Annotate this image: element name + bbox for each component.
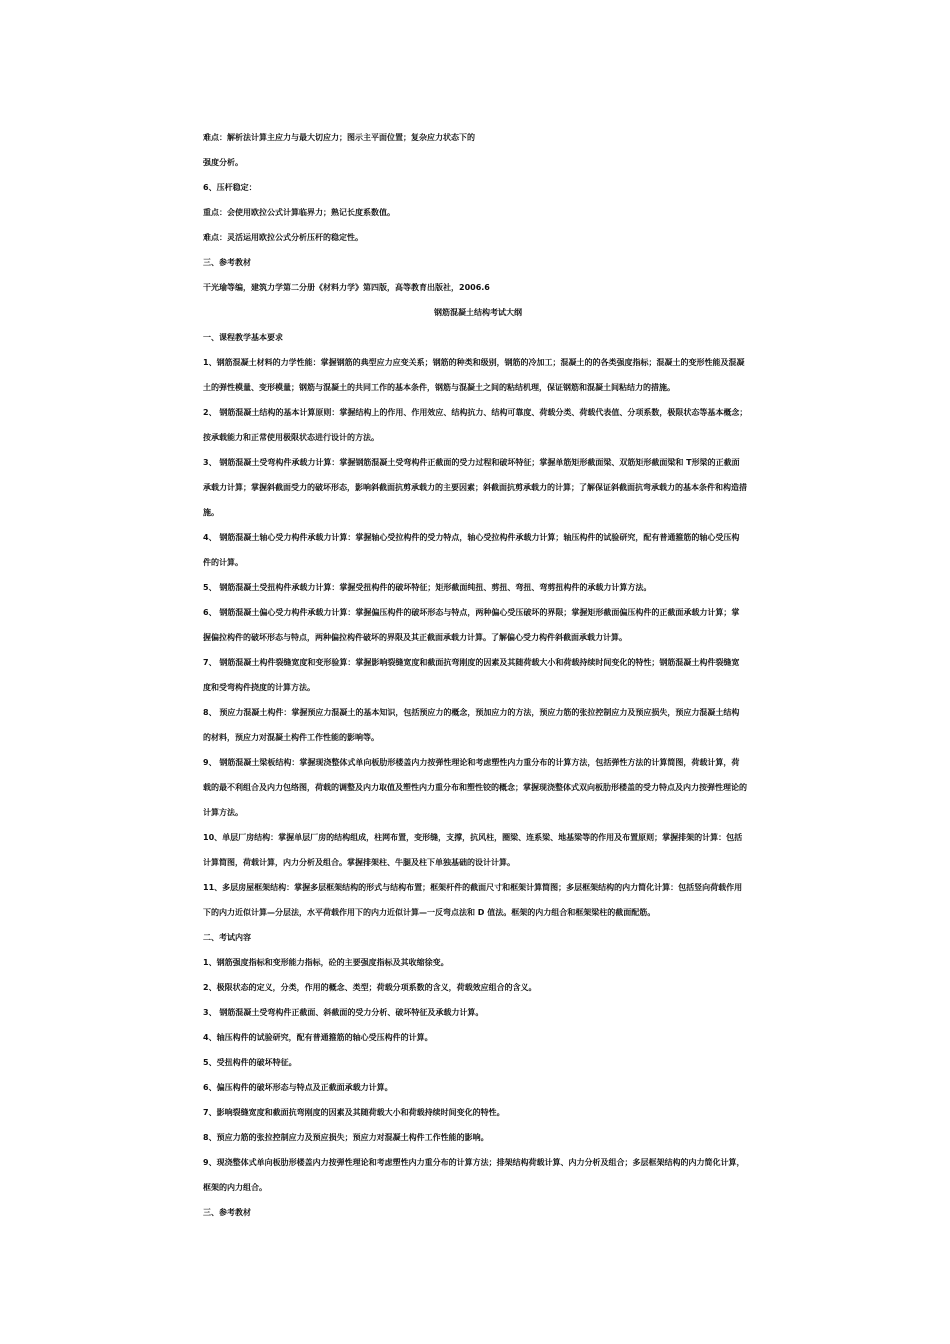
text-line: 8、预应力筋的张拉控制应力及预应损失；预应力对混凝土构件工作性能的影响。: [203, 1133, 489, 1142]
text-line: 按承载能力和正常使用极限状态进行设计的方法。: [203, 433, 379, 442]
text-line: 计算简图，荷载计算，内力分析及组合。掌握排架柱、牛腿及柱下单独基础的设计计算。: [203, 858, 515, 867]
text-line: 9、 钢筋混凝土梁板结构：掌握现浇整体式单向板肋形楼盖内力按弹性理论和考虑塑性内力重分布的计算方法，包括弹性方法的计算简图，荷载计算，荷: [203, 758, 740, 767]
text-line: 土的弹性模量、变形模量；钢筋与混凝土的共同工作的基本条件，钢筋与混凝土之间的粘结机理，保证钢筋和混凝土间粘结力的措施。: [203, 383, 675, 392]
text-line: 11、多层房屋框架结构：掌握多层框架结构的形式与结构布置；框架杆件的截面尺寸和框架计算简图；多层框架结构的内力简化计算：包括竖向荷载作用: [203, 883, 743, 892]
text-line: 1、钢筋混凝土材料的力学性能：掌握钢筋的典型应力应变关系；钢筋的种类和级别，钢筋的冷加工；混凝土的的各类强度指标；混凝土的变形性能及混凝: [203, 358, 745, 367]
section-heading: 三、参考教材: [203, 258, 251, 267]
text-line: 2、 钢筋混凝土结构的基本计算原则：掌握结构上的作用、作用效应、结构抗力、结构可靠度、荷载分类、荷载代表值、分项系数，极限状态等基本概念；: [203, 408, 748, 417]
text-line: 承载力计算；掌握斜截面受力的破坏形态，影响斜截面抗剪承载力的主要因素；斜截面抗剪承载力的计算；了解保证斜截面抗弯承载力的基本条件和构造措: [203, 483, 747, 492]
text-line: 1、钢筋强度指标和变形能力指标，砼的主要强度指标及其收缩徐变。: [203, 958, 449, 967]
text-line: 5、受扭构件的破坏特征。: [203, 1058, 297, 1067]
text-line: 载的最不利组合及内力包络图，荷载的调整及内力取值及塑性内力重分布和塑性铰的概念；掌握现浇整体式双向板肋形楼盖的受力特点及内力按弹性理论的: [203, 783, 747, 792]
section-heading: 一、课程教学基本要求: [203, 333, 283, 342]
text-line: 3、 钢筋混凝土受弯构件正截面、斜截面的受力分析、破坏特征及承载力计算。: [203, 1008, 484, 1017]
text-line: 重点：会使用欧拉公式计算临界力；熟记长度系数值。: [203, 208, 395, 217]
text-line: 6、 钢筋混凝土偏心受力构件承载力计算：掌握偏压构件的破坏形态与特点，两种偏心受压破坏的界限；掌握矩形截面偏压构件的正截面承载力计算；掌: [203, 608, 740, 617]
text-line: 3、 钢筋混凝土受弯构件承载力计算：掌握钢筋混凝土受弯构件正截面的受力过程和破坏特征；掌握单筋矩形截面梁、双筋矩形截面梁和 T形梁的正截面: [203, 458, 740, 467]
text-line: 8、 预应力混凝土构件：掌握预应力混凝土的基本知识，包括预应力的概念，预加应力的方法，预应力筋的张拉控制应力及预应损失，预应力混凝土结构: [203, 708, 740, 717]
reference-line: 干光瑜等编，建筑力学第二分册《材料力学》第四版，高等教育出版社，2006.6: [203, 283, 490, 292]
text-line: 下的内力近似计算—分层法，水平荷载作用下的内力近似计算—一反弯点法和 D 值法。框架的内力组合和框架梁柱的截面配筋。: [203, 908, 656, 917]
text-line: 10、单层厂房结构：掌握单层厂房的结构组成，柱网布置，变形缝，支撑，抗风柱，圈梁、连系梁、地基梁等的作用及布置原则；掌握排架的计算：包括: [203, 833, 743, 842]
text-line: 7、 钢筋混凝土构件裂缝宽度和变形验算：掌握影响裂缝宽度和截面抗弯刚度的因素及其随荷载大小和荷载持续时间变化的特性；钢筋混凝土构件裂缝宽: [203, 658, 740, 667]
text-line: 件的计算。: [203, 558, 243, 567]
text-line: 强度分析。: [203, 158, 243, 167]
text-line: 6、偏压构件的破坏形态与特点及正截面承载力计算。: [203, 1083, 393, 1092]
text-line: 的材料，预应力对混凝土构件工作性能的影响等。: [203, 733, 379, 742]
text-line: 握偏拉构件的破坏形态与特点，两种偏拉构件破坏的界限及其正截面承载力计算。了解偏心受力构件斜截面承载力计算。: [203, 633, 627, 642]
text-line: 难点：解析法计算主应力与最大切应力；图示主平面位置；复杂应力状态下的: [203, 133, 475, 142]
text-line: 9、现浇整体式单向板肋形楼盖内力按弹性理论和考虑塑性内力重分布的计算方法；排架结构荷载计算、内力分析及组合；多层框架结构的内力简化计算，: [203, 1158, 745, 1167]
text-line: 4、轴压构件的试验研究，配有普通箍筋的轴心受压构件的计算。: [203, 1033, 433, 1042]
section-heading: 二、考试内容: [203, 933, 251, 942]
text-line: 度和受弯构件挠度的计算方法。: [203, 683, 315, 692]
section-heading: 6、压杆稳定：: [203, 183, 257, 192]
text-line: 难点：灵活运用欧拉公式分析压杆的稳定性。: [203, 233, 363, 242]
text-line: 计算方法。: [203, 808, 243, 817]
text-line: 2、极限状态的定义，分类，作用的概念、类型；荷载分项系数的含义，荷载效应组合的含义。: [203, 983, 537, 992]
text-line: 4、 钢筋混凝土轴心受力构件承载力计算：掌握轴心受拉构件的受力特点，轴心受拉构件承载力计算；轴压构件的试验研究，配有普通箍筋的轴心受压构: [203, 533, 740, 542]
text-line: 框架的内力组合。: [203, 1183, 267, 1192]
section-heading: 三、参考教材: [203, 1208, 251, 1217]
text-line: 7、影响裂缝宽度和截面抗弯刚度的因素及其随荷载大小和荷载持续时间变化的特性。: [203, 1108, 505, 1117]
text-line: 5、 钢筋混凝土受扭构件承载力计算：掌握受扭构件的破坏特征；矩形截面纯扭、剪扭、弯扭、弯剪扭构件的承载力计算方法。: [203, 583, 652, 592]
document-title: 钢筋混凝土结构考试大纲: [434, 308, 522, 317]
text-line: 施。: [203, 508, 219, 517]
